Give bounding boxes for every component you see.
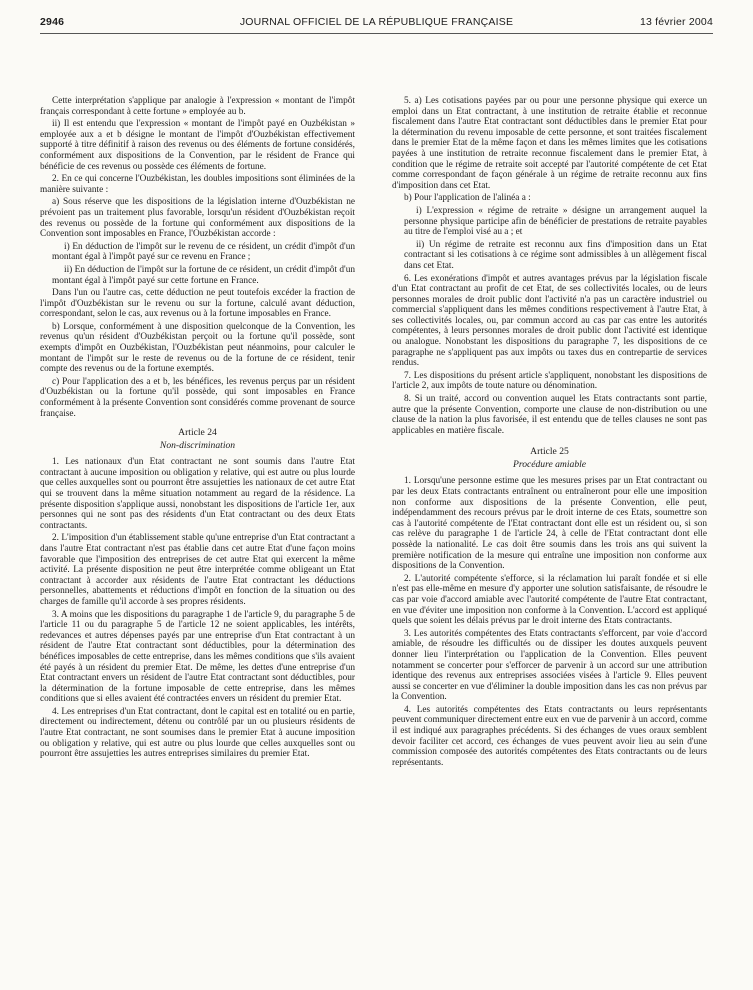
paragraph: 1. Lorsqu'une personne estime que les mesures prises par un Etat contractant ou par les deux Etats contractants entraînent ou entraîneront pour elle une imposition non conforme aux dispositions de la présente Convention, elle peut, indépendamment des recours prévus par le droit interne de ces Etats, soumettre son cas à l'autorité compétente de l'Etat contractant dont elle est un résident ou, si son cas relève du paragraphe 1 de l'article 24, à celle de l'Etat contractant dont elle possède la nationalité. Le cas doit être soumis dans les trois ans qui suivent la première notification de la mesure qui entraîne une imposition non conforme aux dispositions de la Convention. <box>392 476 707 572</box>
paragraph: 4. Les entreprises d'un Etat contractant, dont le capital est en totalité ou en partie, directement ou indirectement, détenu ou contrôlé par un ou plusieurs résidents de l'autre Etat contractant, ne sont soumises dans le premier Etat à aucune imposition ou obligation y relative, qui est autre ou plus lourde que celles auxquelles sont ou pourront être assujetties les autres entreprises similaires du premier Etat. <box>40 706 355 760</box>
paragraph: 1. Les nationaux d'un Etat contractant ne sont soumis dans l'autre Etat contractant à aucune imposition ou obligation y relative, qui est autre ou plus lourde que celles auxquelles sont ou pourront être assujetties les nationaux de cet autre Etat qui se trouvent dans la même situation notamment au regard de la résidence. La présente disposition s'applique aussi, nonobstant les dispositions de l'article 1er, aux personnes qui ne sont pas des résidents d'un Etat contractant ou des deux Etats contractants. <box>40 457 355 531</box>
article-25-title: Article 25 <box>530 446 569 458</box>
paragraph: ii) Un régime de retraite est reconnu aux fins d'imposition dans un Etat contractant si les cotisations à ce régime sont admissibles à un allègement fiscal dans cet Etat. <box>404 239 707 271</box>
paragraph: ii) Il est entendu que l'expression « montant de l'impôt payé en Ouzbékistan » employée aux a et b désigne le montant de l'impôt d'Ouzbékistan effectivement supporté à titre définitif à raison des revenus ou des éléments de fortune considérés, conformément aux dispositions de la Convention, par le résident de France qui bénéficie de ces revenus ou possède ces éléments de fortune. <box>40 119 355 172</box>
journal-title: JOURNAL OFFICIEL DE LA RÉPUBLIQUE FRANÇAISE <box>239 16 514 28</box>
paragraph: a) Sous réserve que les dispositions de la législation interne d'Ouzbékistan ne prévoient pas un traitement plus favorable, lorsqu'un résident d'Ouzbékistan reçoit des revenus ou possède de la fortune qui conformément aux dispositions de la Convention sont imposables en France, l'Ouzbékistan accorde : <box>40 197 355 240</box>
article-24-subtitle: Non-discrimination <box>159 440 236 452</box>
paragraph: 2. En ce qui concerne l'Ouzbékistan, les doubles impositions sont éliminées de la manière suivante : <box>40 174 355 195</box>
header-rule <box>40 33 713 34</box>
paragraph: 5. a) Les cotisations payées par ou pour une personne physique qui exerce un emploi dans un Etat contractant, à une institution de retraite établie et reconnue fiscalement dans l'autre Etat contractant sont déductibles dans le premier Etat pour la détermination du revenu imposable de cette personne, et sont traitées fiscalement dans le premier Etat de la même façon et dans les mêmes limites que les cotisations payées à une institution de retraite reconnue fiscalement dans le premier Etat, à condition que le régime de retraite soit accepté par l'autorité compétente de cet Etat comme correspondant de façon générale à un régime de retraite reconnu aux fins d'imposition dans cet Etat. <box>392 96 707 191</box>
article-25-subtitle: Procédure amiable <box>512 459 587 471</box>
paragraph: i) L'expression « régime de retraite » désigne un arrangement auquel la personne physique participe afin de bénéficier de prestations de retraite payables au titre de l'emploi visé au a ; et <box>404 205 707 238</box>
paragraph: 6. Les exonérations d'impôt et autres avantages prévus par la législation fiscale d'un Etat contractant au profit de cet Etat, de ses collectivités locales, ou de leurs personnes morales de droit public dont l'activité n'a pas un caractère industriel ou commercial s'appliquent dans les mêmes conditions respectivement à l'autre Etat, à ses collectivités locales, ou, par commun accord au cas par cas entre les autorités compétentes, à leurs personnes morales de droit public dont l'activité est identique ou analogue. Nonobstant les dispositions du paragraphe 7, les dispositions de ce paragraphe ne s'appliquent pas aux impôts ou taxes dus en contrepartie de services rendus. <box>392 273 707 369</box>
paragraph: 8. Si un traité, accord ou convention auquel les Etats contractants sont partie, autre que la présente Convention, comporte une clause de non-distribution ou une clause de la nation la plus favorisée, il est entendu que de telles clauses ne sont pas applicables en matière fiscale. <box>392 394 707 436</box>
paragraph: b) Lorsque, conformément à une disposition quelconque de la Convention, les revenus qu'un résident d'Ouzbékistan perçoit ou la fortune qu'il possède, sont exempts d'impôt en Ouzbékistan, l'Ouzbékistan peut néanmoins, pour calculer le montant de l'impôt sur le reste de revenus ou de la fortune de ce résident, tenir compte des revenus ou de la fortune exemptés. <box>40 321 355 375</box>
page-header <box>40 16 713 32</box>
paragraph: 7. Les dispositions du présent article s'appliquent, nonobstant les dispositions de l'article 2, aux impôts de toute nature ou dénomination. <box>392 370 707 392</box>
paragraph: Cette interprétation s'applique par analogie à l'expression « montant de l'impôt français correspondant à cette fortune » employée au b. <box>40 96 355 117</box>
paragraph: 2. L'autorité compétente s'efforce, si la réclamation lui paraît fondée et si elle n'est pas elle-même en mesure d'y apporter une solution satisfaisante, de résoudre le cas par voie d'accord amiable avec l'autorité compétente de l'autre Etat contractant, en vue d'éviter une imposition non conforme à la Convention. L'accord est appliqué quels que soient les délais prévus par le droit interne des Etats contractants. <box>392 573 707 627</box>
page-number: 2946 <box>40 16 65 28</box>
paragraph: b) Pour l'application de l'alinéa a : <box>404 193 531 204</box>
left-column <box>40 96 355 762</box>
paragraph: i) En déduction de l'impôt sur le revenu de ce résident, un crédit d'impôt d'un montant égal à l'impôt payé sur ce revenu en France ; <box>52 241 355 263</box>
publication-date: 13 février 2004 <box>639 16 713 28</box>
paragraph: c) Pour l'application des a et b, les bénéfices, les revenus perçus par un résident d'Ouzbékistan ou la fortune qu'il possède, qui sont imposables en France conformément à la présente Convention sont considérés comme provenant de source française. <box>40 376 355 419</box>
paragraph: Dans l'un ou l'autre cas, cette déduction ne peut toutefois excéder la fraction de l'impôt d'Ouzbékistan sur le revenu ou sur la fortune, calculé avant déduction, correspondant, selon le cas, aux revenus ou à la fortune imposables en France. <box>40 288 355 320</box>
paragraph: 2. L'imposition d'un établissement stable qu'une entreprise d'un Etat contractant a dans l'autre Etat contractant n'est pas établie dans cet autre Etat d'une façon moins favorable que l'imposition des entreprises de cet autre Etat qui exercent la même activité. La présente disposition ne peut être interprétée comme obligeant un Etat contractant à accorder aux résidents de l'autre Etat contractant les déductions personnelles, abattements et réductions d'impôt en fonction de la situation ou des charges de famille qu'il accorde à ses propres résidents. <box>40 533 355 607</box>
article-24-title: Article 24 <box>178 427 217 439</box>
paragraph: 3. Les autorités compétentes des Etats contractants s'efforcent, par voie d'accord amiable, de résoudre les difficultés ou de dissiper les doutes auxquels peuvent donner lieu l'interprétation ou l'application de la Convention. Elles peuvent notamment se concerter pour s'efforcer de parvenir à un accord sur une attribution identique des revenus aux entreprises associées visées à l'article 9. Elles peuvent aussi se concerter en vue d'éliminer la double imposition dans les cas non prévus par la Convention. <box>392 628 707 703</box>
right-column <box>392 96 707 770</box>
paragraph: 4. Les autorités compétentes des Etats contractants ou leurs représentants peuvent communiquer directement entre eux en vue de parvenir à un accord, comme il est indiqué aux paragraphes précédents. Si des échanges de vues oraux semblent devoir faciliter cet accord, ces échanges de vues peuvent avoir lieu au sein d'une commission composée des autorités compétentes des Etats contractants ou de leurs représentants. <box>392 704 707 768</box>
paragraph: ii) En déduction de l'impôt sur la fortune de ce résident, un crédit d'impôt d'un montant égal à l'impôt payé sur cette fortune en France. <box>52 264 355 286</box>
paragraph: 3. A moins que les dispositions du paragraphe 1 de l'article 9, du paragraphe 5 de l'article 11 ou du paragraphe 5 de l'article 12 ne soient applicables, les intérêts, redevances et autres dépenses payés par une entreprise d'un Etat contractant à un résident de l'autre Etat contractant sont déductibles, pour la détermination des bénéfices imposables de cette entreprise, dans les mêmes conditions que s'ils avaient été payés à un résident du premier Etat. De même, les dettes d'une entreprise d'un Etat contractant envers un résident de l'autre Etat contractant sont déductibles, pour la détermination de la fortune imposable de cette entreprise, dans les mêmes conditions que si elles avaient été contractées envers un résident du premier Etat. <box>40 609 355 705</box>
